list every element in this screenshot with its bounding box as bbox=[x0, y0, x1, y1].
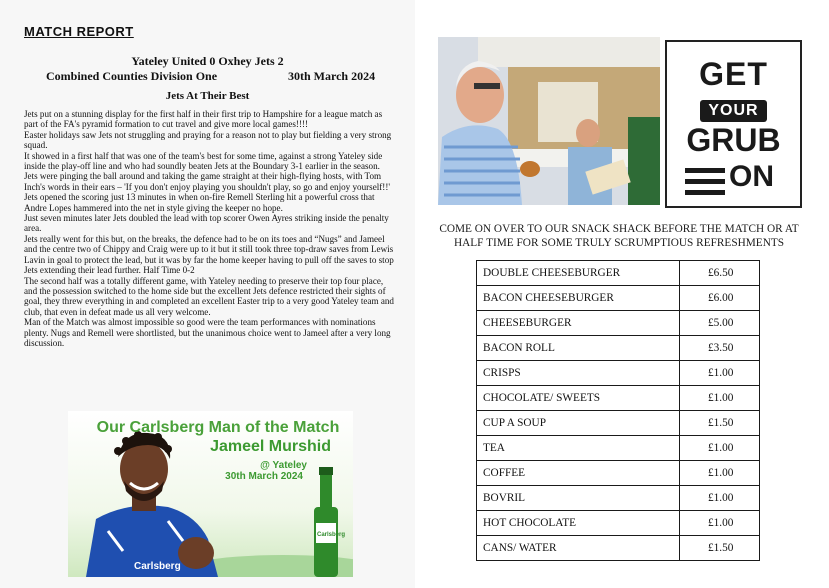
report-paragraph: It showed in a first half that was one of the team's best for some time, against a strong Yateley side inside the play-off line and who had soundly beaten Jets at the Boundary 3-1 earlier in the season. bbox=[24, 150, 383, 172]
report-heading: MATCH REPORT bbox=[24, 24, 134, 39]
menu-item: COFFEE bbox=[477, 461, 680, 486]
menu-price: £1.00 bbox=[680, 386, 760, 411]
match-date: 30th March 2024 bbox=[288, 69, 376, 83]
menu-price: £6.50 bbox=[680, 261, 760, 286]
menu-row bbox=[477, 336, 760, 361]
menu-item: CANS/ WATER bbox=[477, 536, 680, 561]
report-paragraph: The second half was a totally different game, with Yateley needing to preserve their top four place, and the possession switched to the home side but the excellent Jets defence restricted their sights of goal, they threw everything in and completed an excellent Easter trip to a very good Yateley team and club, that even in defeat made us all very welcome. bbox=[24, 275, 394, 317]
report-paragraph: Easter holidays saw Jets not struggling and praying for a reason not to play but fielding a very strong squad. bbox=[24, 129, 392, 151]
menu-price: £1.00 bbox=[680, 486, 760, 511]
competition-name: Combined Counties Division One bbox=[46, 69, 218, 83]
motm-title: Our Carlsberg Man of the Match bbox=[96, 419, 340, 436]
menu-item: BACON ROLL bbox=[477, 336, 680, 361]
motm-date: 30th March 2024 bbox=[225, 471, 303, 482]
report-paragraph: Just seven minutes later Jets doubled the lead with top scorer Owen Ayres striking inside the penalty area. bbox=[24, 213, 389, 234]
menu-price-table bbox=[476, 260, 760, 561]
report-paragraph: Jets put on a stunning display for the first half in their first trip to Hampshire for a league match as part of the FA's pyramid formation to cut travel and give more local games!!!! bbox=[24, 109, 383, 130]
menu-row bbox=[477, 436, 760, 461]
menu-item: BOVRIL bbox=[477, 486, 680, 511]
menu-item: HOT CHOCOLATE bbox=[477, 511, 680, 536]
report-subheading: Jets At Their Best bbox=[165, 90, 250, 102]
menu-row bbox=[477, 311, 760, 336]
menu-item: CUP A SOUP bbox=[477, 411, 680, 436]
menu-row bbox=[477, 486, 760, 511]
menu-item: CHEESEBURGER bbox=[477, 311, 680, 336]
menu-row bbox=[477, 386, 760, 411]
report-paragraph: Jets really went for this but, on the breaks, the defence had to be on its toes and “Nugs” and Jameel and the centre two of Chippy and Craig were up to it but it still took three top-draw saves from Lewis Lavin in goal to protect the lead, but it was by far the home keeper having to pull off the saves to stop Jets extending their lead further. Half Time 0-2 bbox=[24, 233, 394, 276]
menu-price: £5.00 bbox=[680, 311, 760, 336]
man-of-the-match-banner bbox=[68, 411, 353, 577]
match-result: Yateley United 0 Oxhey Jets 2 bbox=[131, 54, 284, 68]
grub-line-get: GET bbox=[699, 56, 768, 92]
grub-line-on: ON bbox=[729, 160, 774, 193]
report-paragraph: Man of the Match was almost impossible so good were the team performances with nominations plenty. Nugs and Remell were shortlisted, but the unanimous choice went to Jameel after a very long discussion. bbox=[24, 317, 391, 348]
report-paragraph: Jets were pinging the ball around and taking the game straight at their high-flying hosts, with Tom Inch's words in their ears – 'If you don't enjoy playing you shouldn't play, so go and enjoy yourself!!' bbox=[24, 171, 390, 192]
menu-row bbox=[477, 536, 760, 561]
grub-line-your bbox=[667, 100, 800, 122]
menu-row bbox=[477, 361, 760, 386]
menu-row bbox=[477, 461, 760, 486]
menu-price: £1.50 bbox=[680, 536, 760, 561]
menu-price: £3.50 bbox=[680, 336, 760, 361]
menu-item: CHOCOLATE/ SWEETS bbox=[477, 386, 680, 411]
menu-price: £1.00 bbox=[680, 436, 760, 461]
menu-price: £1.00 bbox=[680, 511, 760, 536]
snack-van-illustration bbox=[438, 37, 660, 205]
menu-price: £6.00 bbox=[680, 286, 760, 311]
motm-venue: @ Yateley bbox=[260, 460, 307, 471]
menu-item: TEA bbox=[477, 436, 680, 461]
menu-item: BACON CHEESEBURGER bbox=[477, 286, 680, 311]
menu-row bbox=[477, 411, 760, 436]
grub-line-grub: GRUB bbox=[686, 122, 781, 158]
bottle-label: Carlsberg bbox=[317, 532, 346, 538]
menu-price: £1.00 bbox=[680, 361, 760, 386]
shirt-sponsor: Carlsberg bbox=[134, 561, 181, 572]
menu-price: £1.50 bbox=[680, 411, 760, 436]
menu-item: DOUBLE CHEESEBURGER bbox=[477, 261, 680, 286]
report-paragraph: Jets opened the scoring just 13 minutes in when on-fire Remell Sterling hit a powerful cross that Andre Lopes hammered into the net in style giving the keeper no hope. bbox=[24, 192, 375, 213]
motm-player-name: Jameel Murshid bbox=[210, 438, 331, 455]
menu-row bbox=[477, 511, 760, 536]
snack-shack-photo bbox=[438, 37, 660, 205]
report-body bbox=[24, 109, 394, 348]
menu-item: CRISPS bbox=[477, 361, 680, 386]
menu-row bbox=[477, 286, 760, 311]
snack-shack-promo: COME ON OVER TO OUR SNACK SHACK BEFORE THE MATCH OR AT HALF TIME FOR SOME TRULY SCRUMPTIOUS REFRESHMENTS bbox=[439, 223, 799, 249]
get-your-grub-on-sign bbox=[665, 40, 802, 208]
grub-line-your-text: YOUR bbox=[700, 100, 766, 122]
menu-row bbox=[477, 261, 760, 286]
menu-price: £1.00 bbox=[680, 461, 760, 486]
